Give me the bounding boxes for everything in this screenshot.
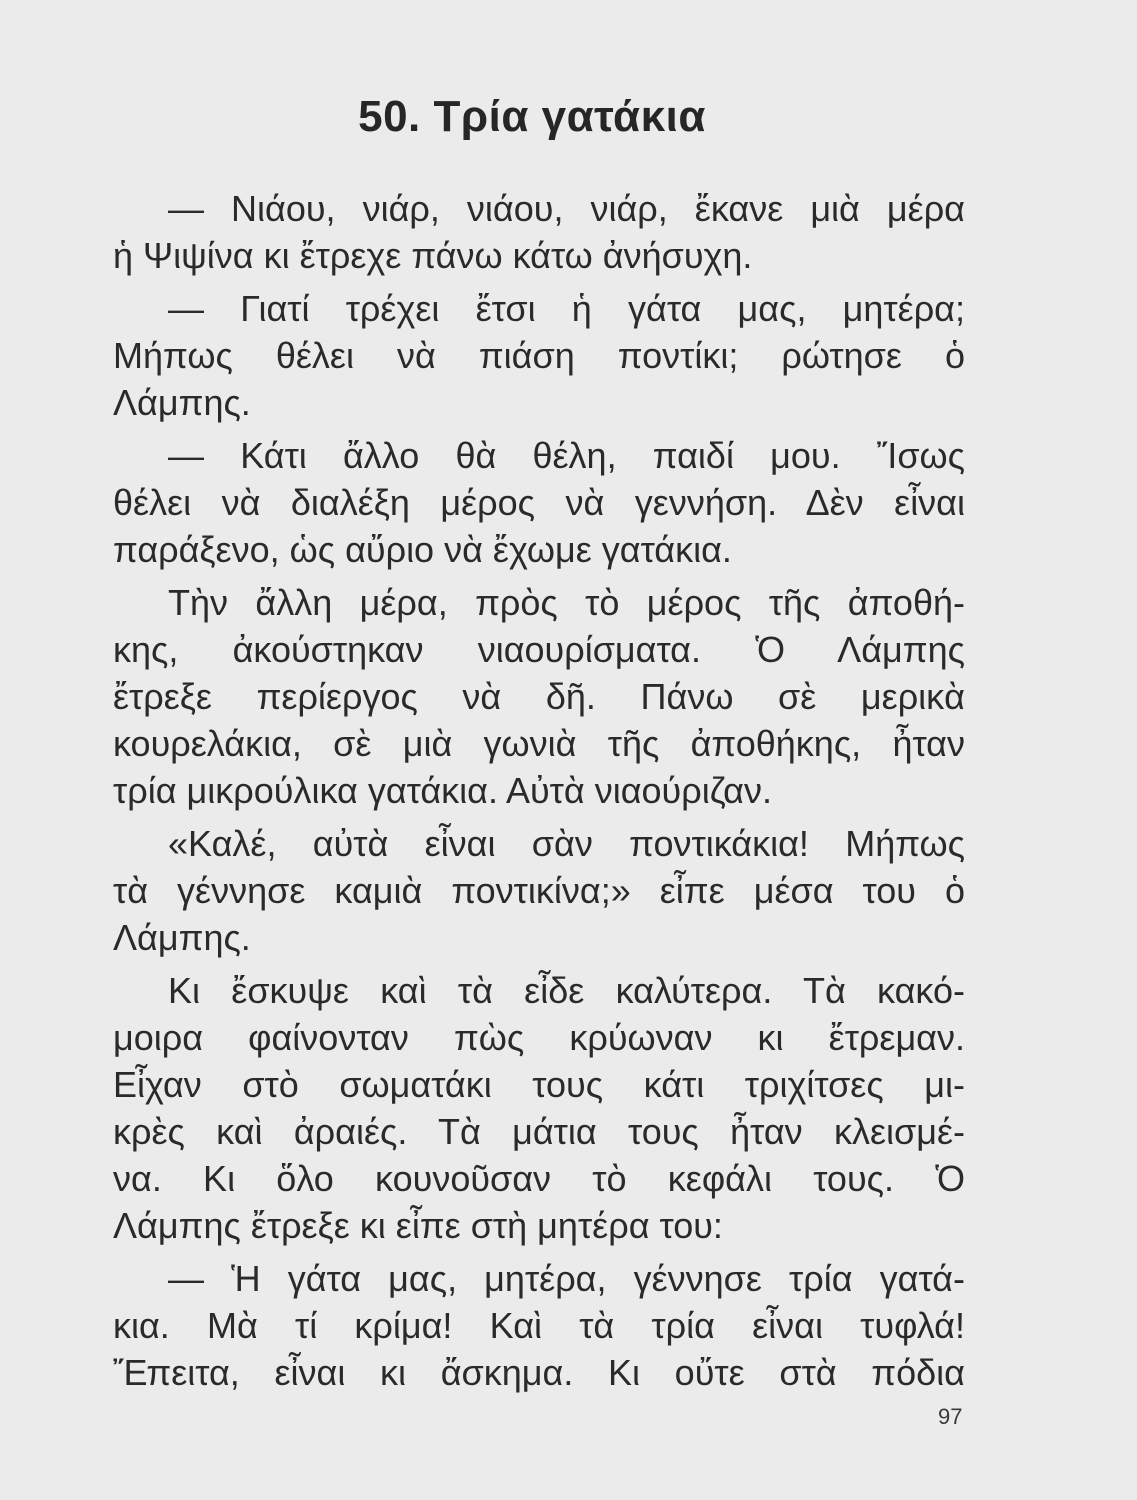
text-line: Κι ἔσκυψε καὶ τὰ εἶδε καλύτερα. Τὰ κακό- <box>168 970 965 1011</box>
text-line: ἡ Ψιψίνα κι ἔτρεχε πάνω κάτω ἀνήσυχη. <box>113 235 753 276</box>
text-line: θέλει νὰ διαλέξη μέρος νὰ γεννήση. Δὲν εἶναι <box>113 482 965 523</box>
text-line: κια. Μὰ τί κρίμα! Καὶ τὰ τρία εἶναι τυφλά! <box>113 1305 965 1346</box>
paragraph <box>113 967 965 1249</box>
text-line: Τὴν ἄλλη μέρα, πρὸς τὸ μέρος τῆς ἀποθή- <box>168 582 965 623</box>
text-line: τρία μικρούλικα γατάκια. Αὐτὰ νιαούριζαν. <box>113 770 772 811</box>
story-text <box>113 185 965 1402</box>
text-line: «Καλέ, αὐτὰ εἶναι σὰν ποντικάκια! Μήπως <box>168 823 965 864</box>
text-line: Μήπως θέλει νὰ πιάση ποντίκι; ρώτησε ὁ <box>113 335 965 376</box>
text-line: — Γιατί τρέχει ἔτσι ἡ γάτα μας, μητέρα; <box>168 288 965 329</box>
text-line: Λάμπης. <box>113 382 251 423</box>
page-number: 97 <box>938 1404 963 1429</box>
text-line: παράξενο, ὡς αὔριο νὰ ἔχωμε γατάκια. <box>113 529 732 570</box>
text-line: ἔτρεξε περίεργος νὰ δῆ. Πάνω σὲ μερικὰ <box>113 676 965 717</box>
paragraph <box>113 432 965 573</box>
text-line: τὰ γέννησε καμιὰ ποντικίνα;» εἶπε μέσα του ὁ <box>113 870 965 911</box>
text-line: κρὲς καὶ ἀραιές. Τὰ μάτια τους ἦταν κλεισμέ- <box>113 1111 965 1152</box>
text-line: μοιρα φαίνονταν πὼς κρύωναν κι ἔτρεμαν. <box>113 1017 965 1058</box>
text-line: — Νιάου, νιάρ, νιάου, νιάρ, ἔκανε μιὰ μέρα <box>168 188 965 229</box>
text-line: κουρελάκια, σὲ μιὰ γωνιὰ τῆς ἀποθήκης, ἦταν <box>113 723 965 764</box>
text-line: να. Κι ὅλο κουνοῦσαν τὸ κεφάλι τους. Ὁ <box>113 1158 965 1199</box>
chapter-title: 50. Τρία γατάκια <box>358 92 706 141</box>
paragraph <box>113 579 965 814</box>
text-line: — Κάτι ἄλλο θὰ θέλη, παιδί μου. Ἴσως <box>168 435 965 476</box>
paragraph <box>113 285 965 426</box>
paragraph <box>113 820 965 961</box>
text-line: κης, ἀκούστηκαν νιαουρίσματα. Ὁ Λάμπης <box>113 629 965 670</box>
text-line: Λάμπης. <box>113 917 251 958</box>
text-line: Ἔπειτα, εἶναι κι ἄσκημα. Κι οὔτε στὰ πόδια <box>113 1352 965 1393</box>
text-line: Εἶχαν στὸ σωματάκι τους κάτι τριχίτσες μι- <box>113 1064 965 1105</box>
text-line: — Ἡ γάτα μας, μητέρα, γέννησε τρία γατά- <box>168 1258 965 1299</box>
paragraph <box>113 1255 965 1396</box>
text-line: Λάμπης ἔτρεξε κι εἶπε στὴ μητέρα του: <box>113 1205 723 1246</box>
paragraph <box>113 185 965 279</box>
